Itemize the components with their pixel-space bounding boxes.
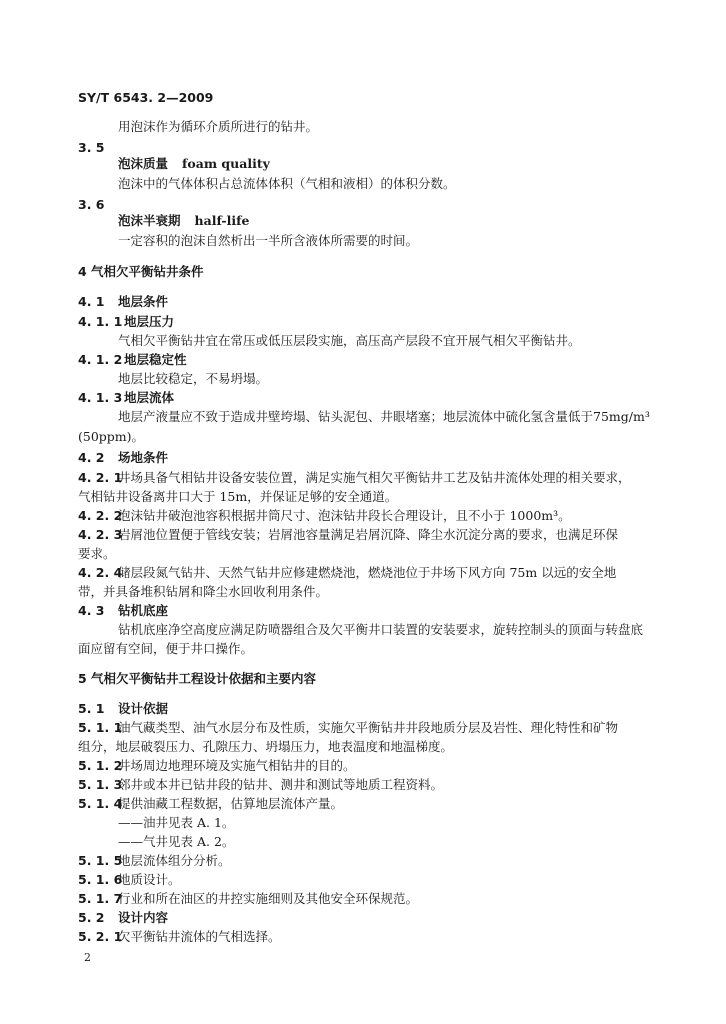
clause-number: 4. 2. 2 [78,508,123,523]
subclause-heading-4-1-2 [78,352,187,368]
clause-5-1-2 [78,758,356,774]
subclause-heading-4-1-1 [78,314,174,330]
text-run: 储层段氮气钻井、天然气钻井应修建燃烧池，燃烧池位于井场下风方向 75m 以远的安全地 [118,565,617,580]
clause-5-1-5 [78,853,231,869]
text-run: 行业和所在油区的井控实施细则及其他安全环保规范。 [118,891,419,906]
definition-line: 一定容积的泡沫自然析出一半所含液体所需要的时间。 [118,233,419,248]
clause-5-1-4 [78,796,343,812]
paragraph-line [118,409,648,425]
list-item: ——油井见表 A. 1。 [118,815,235,830]
clause-4-2-1 [78,470,631,486]
clause-title: 场地条件 [118,450,169,465]
text-run: 井场具备气相钻井设备安装位置，满足实施气相欠平衡钻井工艺及钻井流体处理的相关要求， [118,470,631,485]
term-en: foam quality [182,156,270,171]
clause-5-2-1 [78,929,281,945]
clause-number: 4. 2. 3 [78,527,123,542]
clause-5-1-7 [78,891,418,907]
clause-number: 4. 1 [78,294,105,309]
paragraph-line: 钻机底座净空高度应满足防喷器组合及欠平衡井口装置的安装要求，旋转控制头的顶面与转盘底 [118,622,644,637]
section-heading-4: 4 气相欠平衡钻井条件 [78,264,204,279]
clause-number: 5. 1. 2 [78,758,123,773]
clause-4-2-3 [78,527,618,543]
clause-number: 5. 1. 5 [78,853,123,868]
term-cn: 泡沫质量 [118,156,169,171]
list-item: ——气井见表 A. 2。 [118,834,235,849]
term-3-6 [118,213,249,229]
subclause-heading-4-3 [78,603,168,619]
paragraph-line: (50ppm)。 [78,429,145,444]
paragraph-line: 组分，地层破裂压力、孔隙压力、坍塌压力，地表温度和地温梯度。 [78,739,454,754]
clause-4-2-2 [78,508,571,524]
paragraph-line: 要求。 [78,546,116,561]
clause-5-1-6 [78,872,181,888]
clause-5-1-1 [78,720,618,736]
clause-title: 地层流体 [124,390,175,405]
clause-number: 4. 2. 4 [78,565,123,580]
subclause-heading-5-2 [78,910,168,926]
text-run: 提供油藏工程数据，估算地层流体产量。 [118,796,344,811]
text-run: 邻井或本井已钻井段的钻井、测井和测试等地质工程资料。 [118,777,444,792]
clause-title: 地层条件 [118,294,169,309]
text-run: 岩屑池位置便于管线安装；岩屑池容量满足岩屑沉降、降尘水沉淀分离的要求，也满足环保 [118,527,619,542]
clause-5-1-3 [78,777,443,793]
clause-number: 4. 3 [78,603,105,618]
paragraph-line: 面应留有空间，便于井口操作。 [78,641,254,656]
clause-number: 5. 2 [78,910,105,925]
clause-number: 5. 1. 1 [78,720,123,735]
term-cn: 泡沫半衰期 [118,213,181,228]
text-run: 欠平衡钻井流体的气相选择。 [118,929,281,944]
clause-title: 设计内容 [118,910,169,925]
standard-header: SY/T 6543. 2—2009 [78,90,214,105]
definition-line: 泡沫中的气体体积占总流体体积（气相和液相）的体积分数。 [118,176,456,191]
clause-4-2-4 [78,565,616,581]
paragraph-line: 气相钻井设备离井口大于 15m，并保证足够的安全通道。 [78,489,398,504]
section-heading-5: 5 气相欠平衡钻井工程设计依据和主要内容 [78,671,317,686]
clause-number: 5. 1. 7 [78,891,123,906]
clause-number-3-5: 3. 5 [78,140,105,155]
clause-number: 5. 1. 4 [78,796,123,811]
clause-number: 4. 1. 1 [78,314,123,329]
subclause-heading-4-1 [78,294,168,310]
clause-title: 设计依据 [118,701,169,716]
text-run: 地层产液量应不致于造成井壁垮塌、钻头泥包、井眼堵塞；地层流体中硫化氢含量低于 [118,409,594,424]
clause-title: 钻机底座 [118,603,169,618]
term-3-5 [118,156,270,172]
text-run: 泡沫钻井破泡池容积根据井筒尺寸、泡沫钻井段长合理设计，且不小于 1000m³。 [118,508,571,523]
paragraph-line: 带，并具备堆积钻屑和降尘水回收利用条件。 [78,584,329,599]
text-run: 油气藏类型、油气水层分布及性质，实施欠平衡钻井井段地质分层及岩性、理化特性和矿物 [118,720,619,735]
paragraph-line: 地层比较稳定，不易坍塌。 [118,371,269,386]
clause-number: 5. 1 [78,701,105,716]
subclause-heading-4-1-3 [78,390,174,406]
clause-number: 5. 2. 1 [78,929,123,944]
clause-title: 地层稳定性 [124,352,187,367]
paragraph-line: 用泡沫作为循环介质所进行的钻井。 [118,119,319,134]
text-run: 地质设计。 [118,872,181,887]
clause-number: 5. 1. 3 [78,777,123,792]
clause-number: 4. 2. 1 [78,470,123,485]
text-run: 75mg/m³ [593,409,650,424]
clause-number: 4. 1. 3 [78,390,123,405]
page-number: 2 [84,951,91,964]
text-run: 地层流体组分分析。 [118,853,231,868]
subclause-heading-5-1 [78,701,168,717]
clause-number: 5. 1. 6 [78,872,123,887]
term-en: half-life [194,213,250,228]
subclause-heading-4-2 [78,450,168,466]
text-run: 井场周边地理环境及实施气相钻井的目的。 [118,758,356,773]
clause-number-3-6: 3. 6 [78,197,105,212]
clause-number: 4. 2 [78,450,105,465]
clause-title: 地层压力 [124,314,175,329]
paragraph-line: 气相欠平衡钻井宜在常压或低压层段实施，高压高产层段不宜开展气相欠平衡钻井。 [118,333,581,348]
clause-number: 4. 1. 2 [78,352,123,367]
